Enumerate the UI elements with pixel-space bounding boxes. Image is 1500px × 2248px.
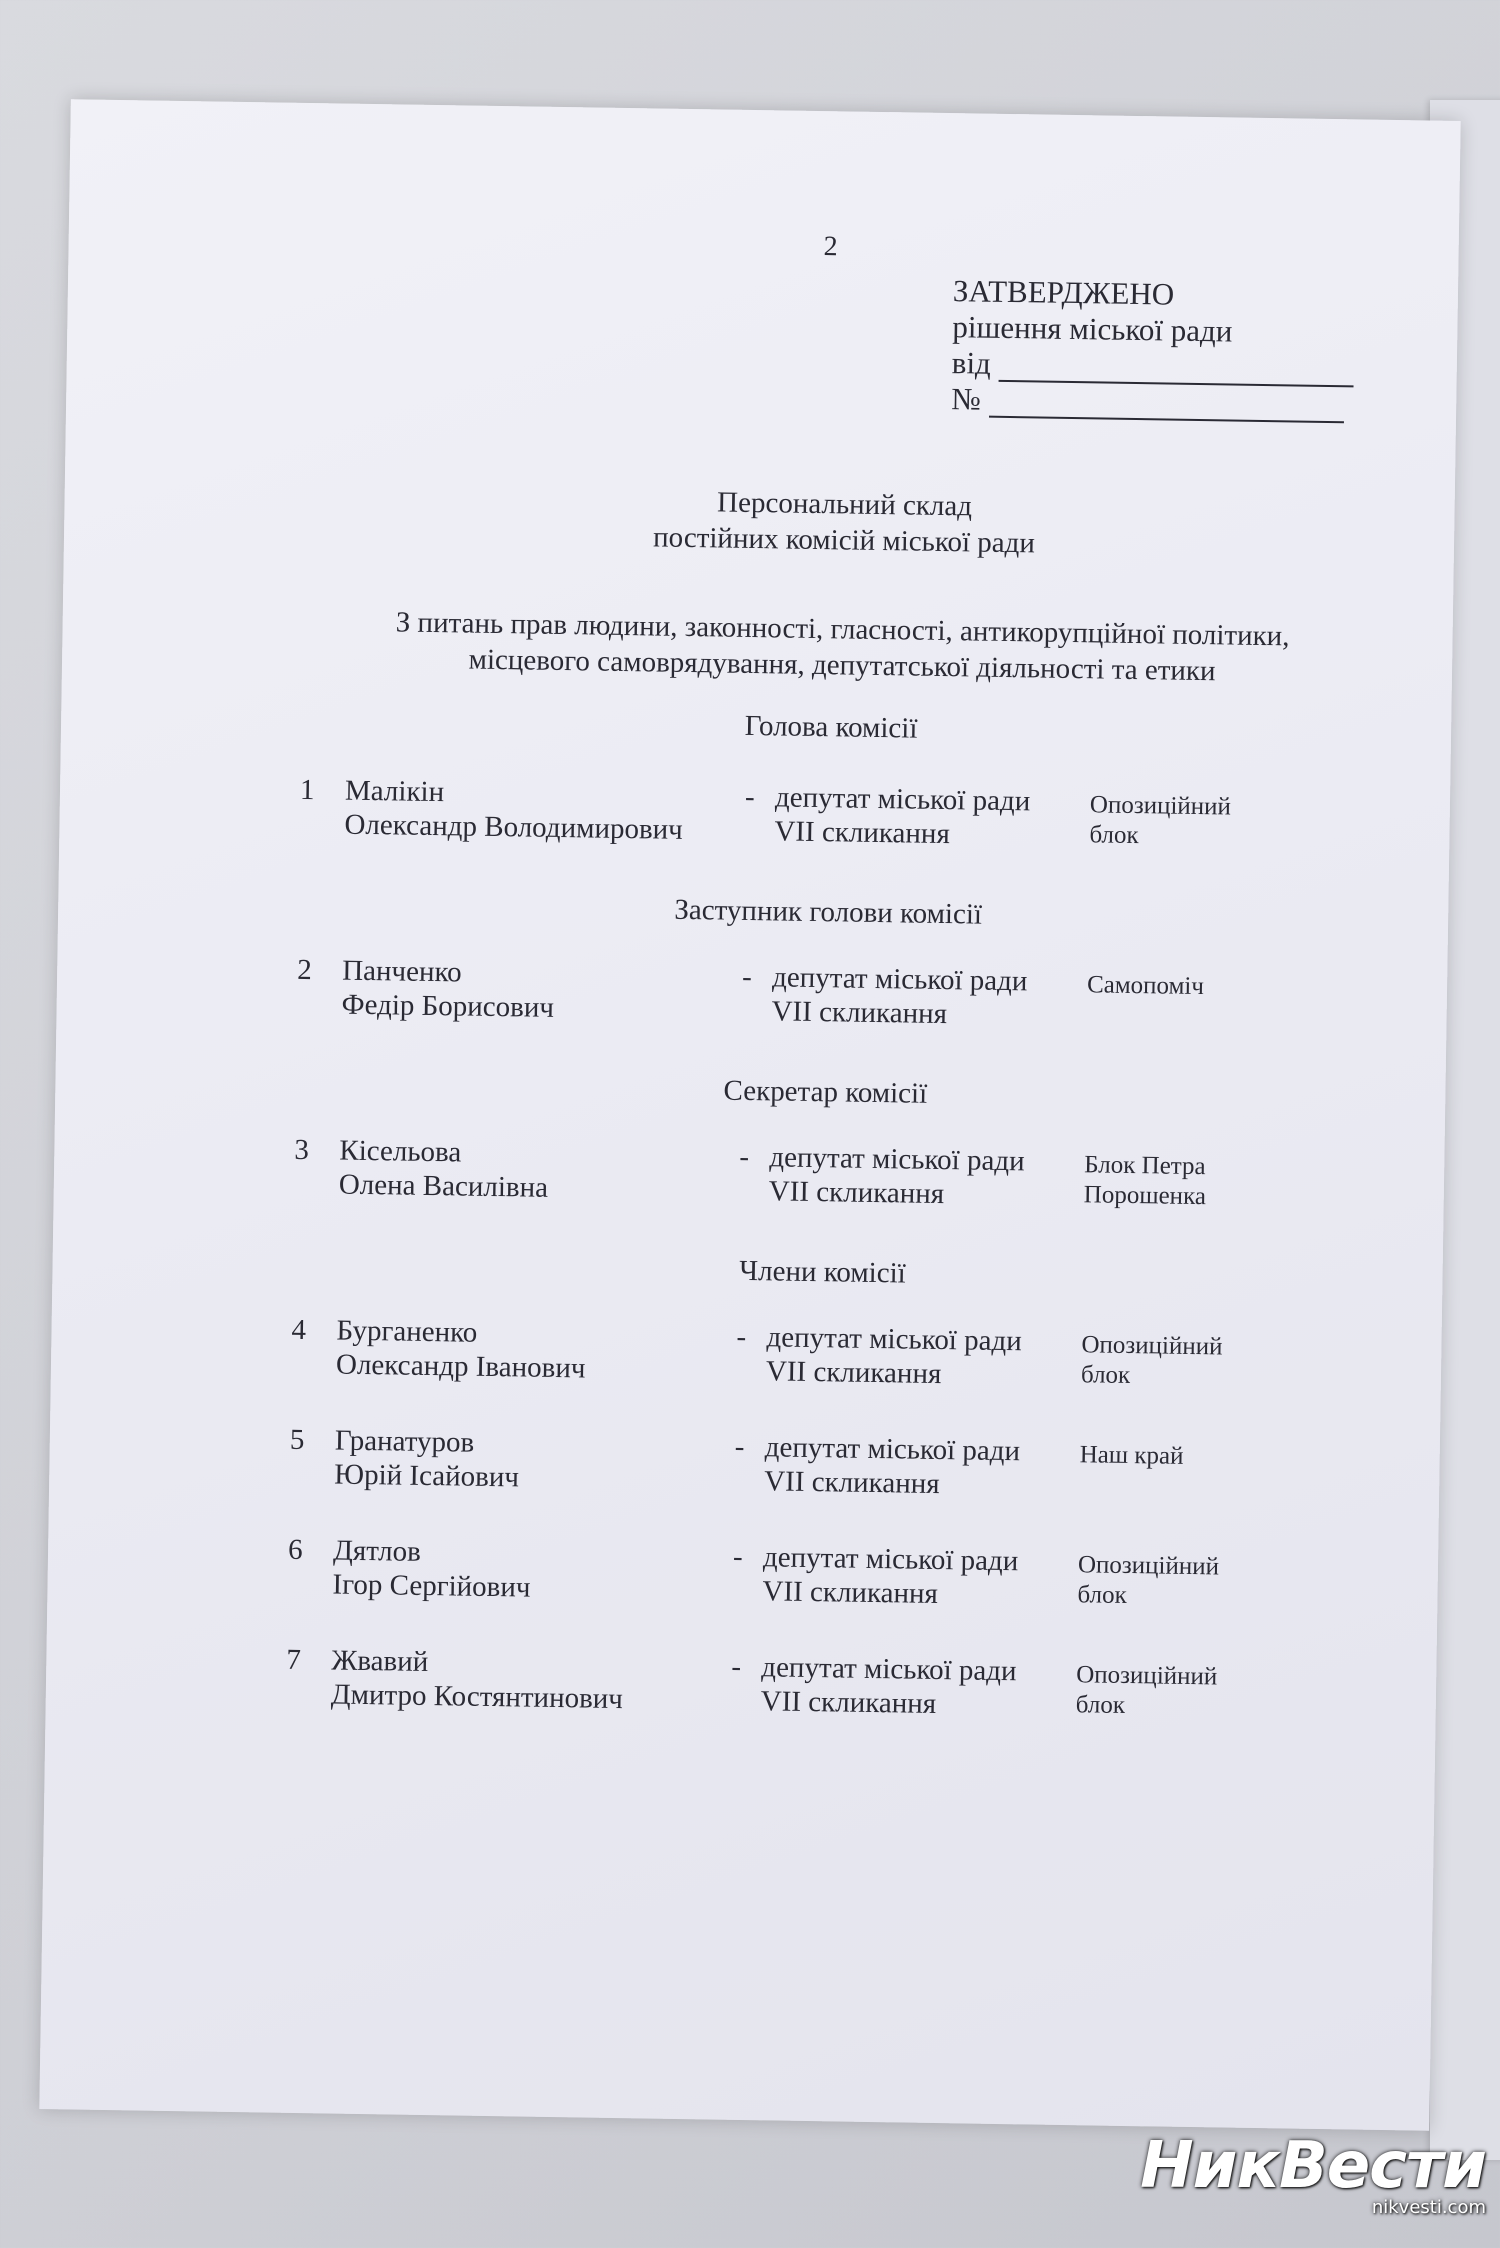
title-line-2: постійних комісій міської ради [652, 521, 1036, 560]
member-name: Дятлов Ігор Сергійович [332, 1534, 531, 1604]
member-name: Бурганенко Олександр Іванович [335, 1314, 586, 1385]
role-members: Члени комісії [739, 1254, 907, 1290]
approval-decision: рішення міської ради [952, 309, 1233, 349]
role-deputy: Заступник голови комісії [674, 893, 983, 931]
watermark-logo-text: НикВести [1140, 2129, 1486, 2203]
approval-number-line [989, 392, 1344, 424]
approval-number-label: № [951, 381, 982, 417]
member-dash: - [736, 1320, 747, 1353]
page-number: 2 [823, 231, 838, 263]
member-dash: - [734, 1430, 745, 1463]
member-dash: - [741, 960, 753, 994]
member-dash: - [739, 1140, 750, 1173]
member-name: Панченко Федір Борисович [341, 954, 555, 1024]
member-dash: - [744, 780, 755, 814]
role-head: Голова комісії [744, 709, 918, 745]
approval-date-label: від [951, 345, 992, 381]
member-party: Опозиційний блок [1080, 1331, 1223, 1390]
member-position: депутат міської ради VII скликання [763, 1431, 1021, 1501]
member-position: депутат міської ради VII скликання [771, 961, 1028, 1031]
member-position: депутат міської ради VII скликання [774, 781, 1031, 851]
member-name: Малікін Олександр Володимирович [344, 774, 684, 846]
member-number: 7 [286, 1643, 302, 1677]
member-number: 3 [294, 1133, 310, 1167]
document-page [39, 99, 1460, 2131]
watermark-site: nikvesti.com [1371, 2197, 1486, 2218]
member-name: Кісельова Олена Василівна [338, 1134, 549, 1204]
member-party: Самопоміч [1086, 971, 1205, 1001]
member-position: депутат міської ради VII скликання [768, 1141, 1025, 1211]
member-number: 4 [291, 1313, 307, 1347]
role-secretary: Секретар комісії [723, 1074, 928, 1110]
member-party: Наш край [1079, 1441, 1184, 1470]
member-name: Жвавий Дмитро Костянтинович [330, 1644, 624, 1716]
committee-line-2: місцевого самоврядування, депутатської діяльності та етики [468, 643, 1216, 688]
member-number: 2 [296, 953, 312, 987]
document-title [64, 474, 1500, 570]
committee-line-1: З питань прав людини, законності, гласності, антикорупційної політики, [395, 606, 1290, 653]
member-dash: - [732, 1540, 743, 1573]
member-position: депутат міської ради VII скликання [765, 1321, 1023, 1391]
approval-block [951, 273, 1355, 423]
approval-heading: ЗАТВЕРДЖЕНО [952, 273, 1175, 312]
member-dash: - [731, 1650, 742, 1683]
member-number: 5 [289, 1423, 305, 1457]
member-party: Блок Петра Порошенка [1083, 1151, 1207, 1211]
member-party: Опозиційний блок [1075, 1661, 1218, 1719]
member-name: Гранатуров Юрій Ісайович [334, 1424, 520, 1494]
watermark-logo [1140, 2129, 1486, 2218]
committee-name [62, 599, 1500, 695]
member-number: 1 [299, 773, 315, 807]
member-party: Опозиційний блок [1077, 1551, 1220, 1609]
title-line-1: Персональний склад [716, 486, 973, 523]
member-position: депутат міської ради VII скликання [762, 1541, 1019, 1611]
member-number: 6 [287, 1533, 303, 1567]
approval-number-row [951, 381, 1354, 423]
member-party: Опозиційний блок [1089, 791, 1232, 850]
member-position: депутат міської ради VII скликання [760, 1651, 1017, 1720]
